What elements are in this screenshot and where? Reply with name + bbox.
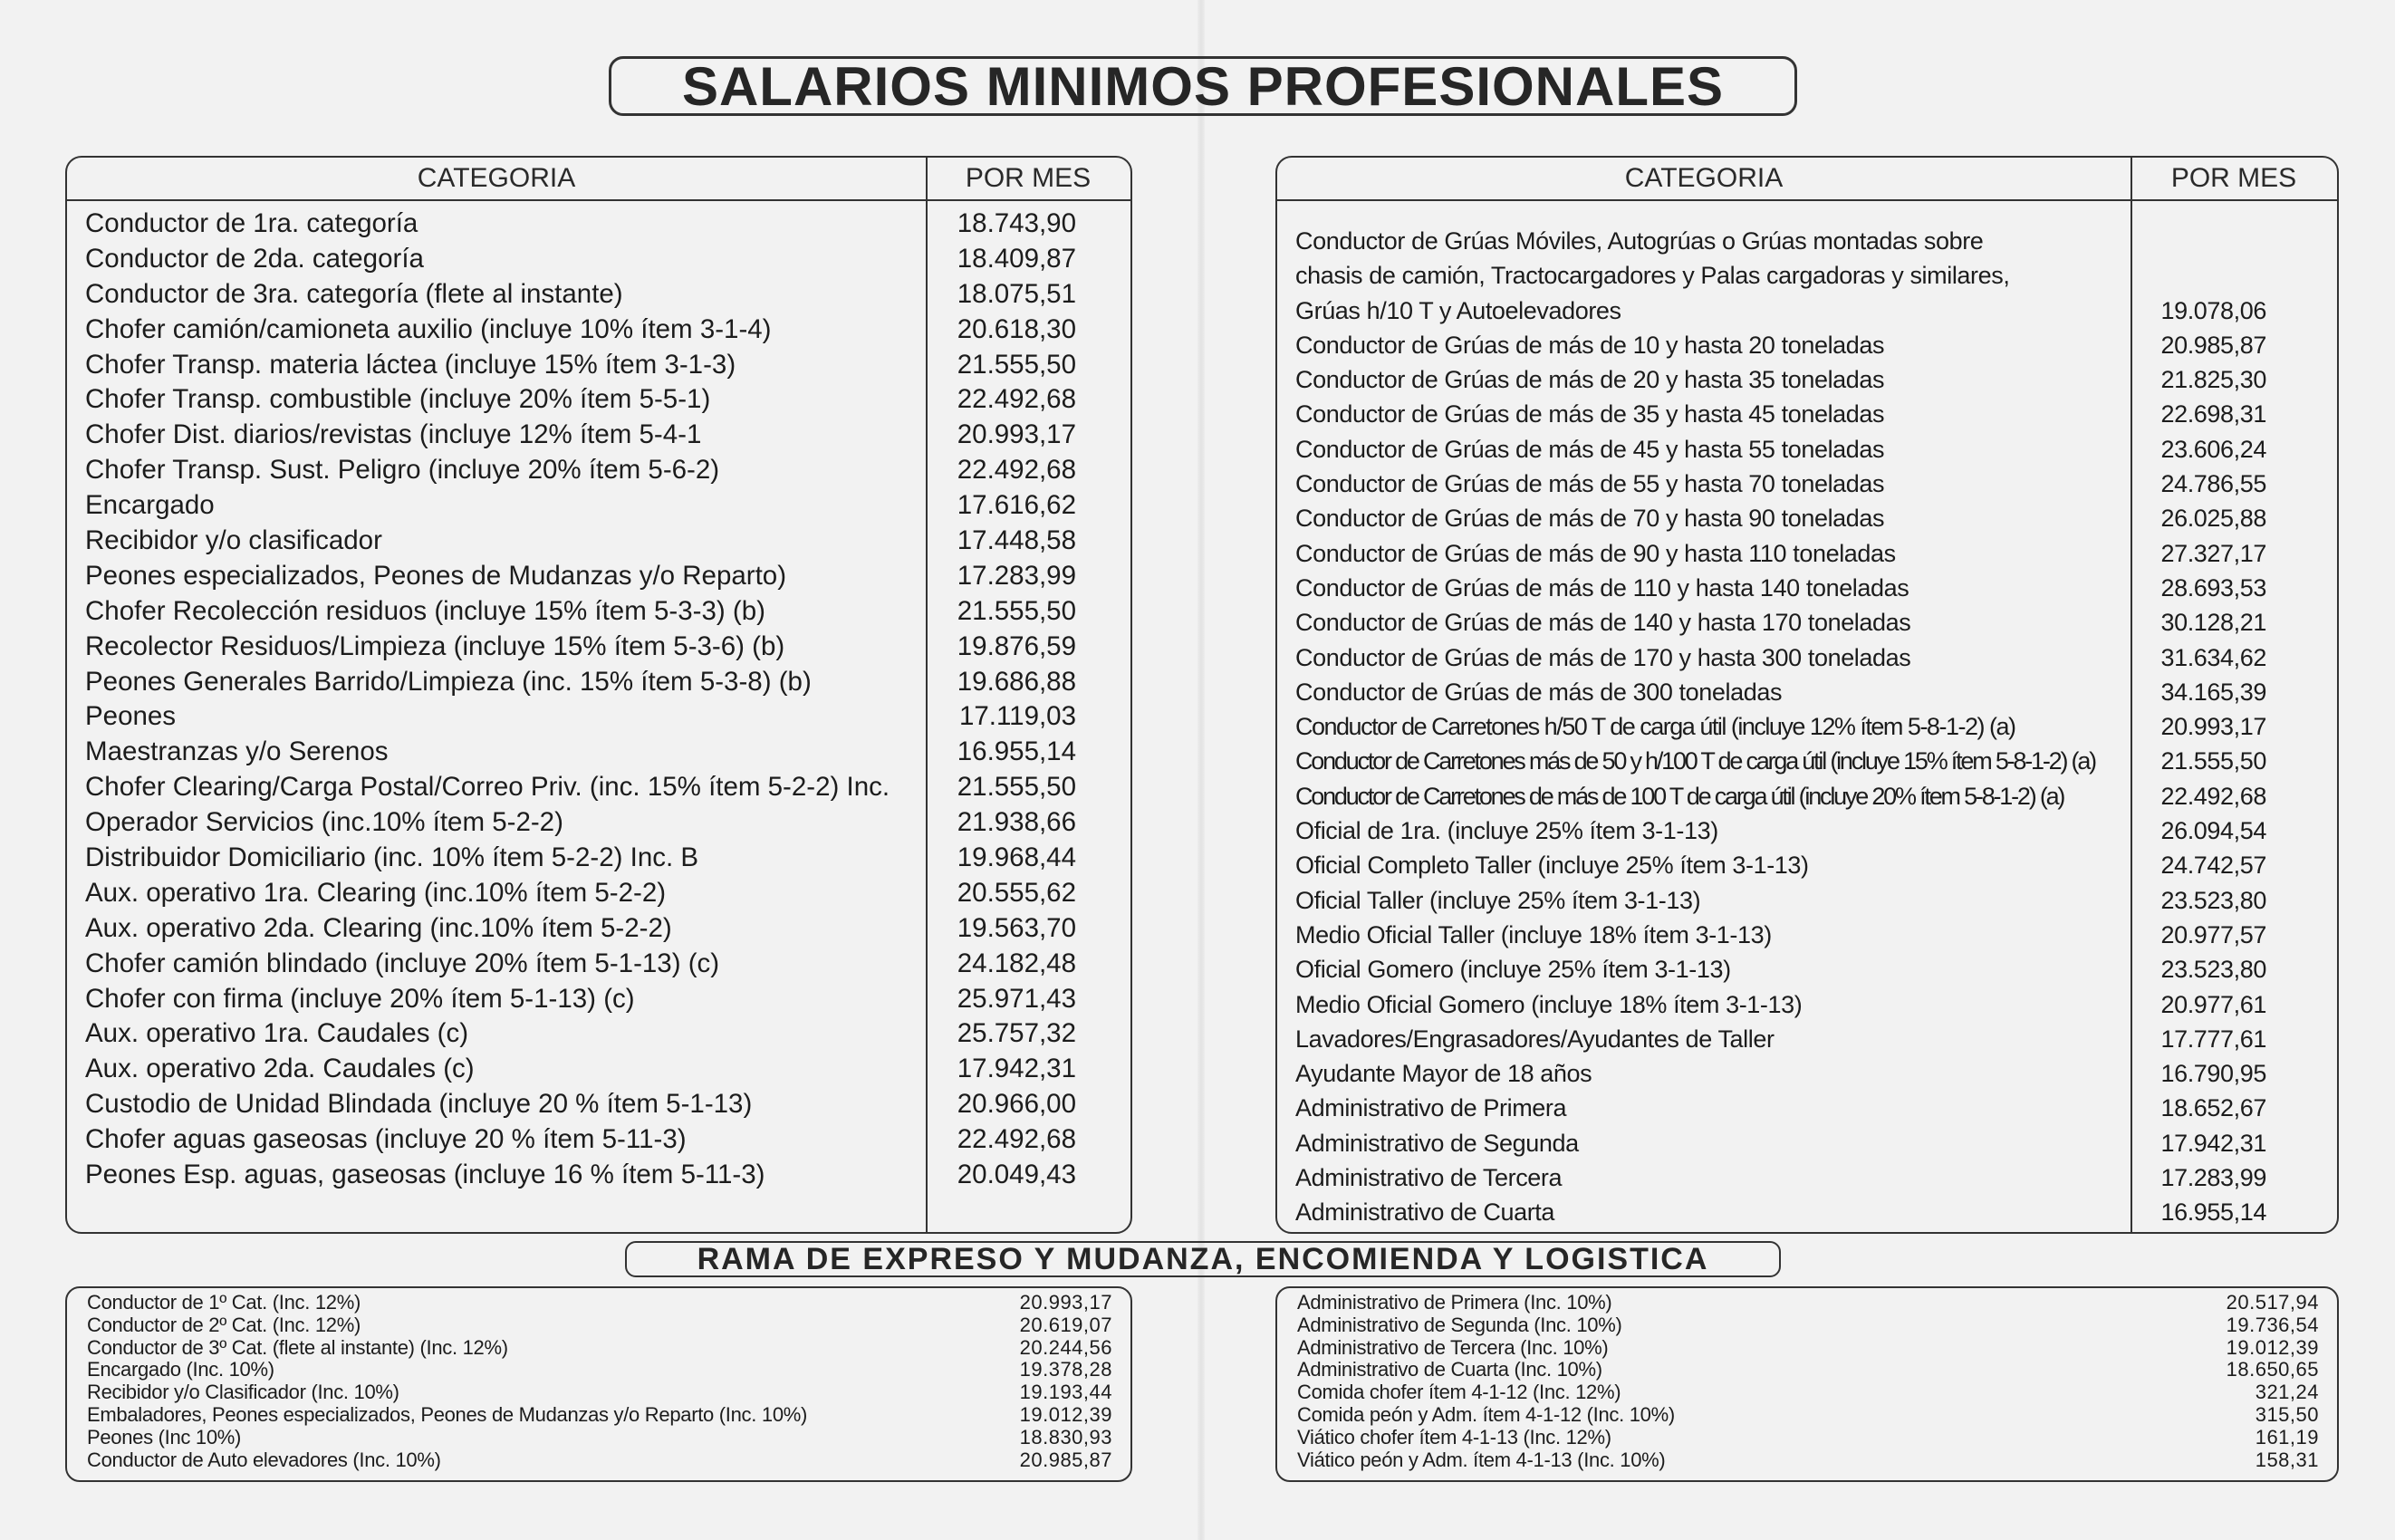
row-label: Comida chofer ítem 4-1-12 (Inc. 12%) xyxy=(1297,1381,1621,1404)
row-value: 23.523,80 xyxy=(2160,886,2266,914)
row-value: 23.606,24 xyxy=(2160,435,2266,463)
table-row xyxy=(1277,501,2337,535)
table-row xyxy=(67,630,1130,665)
table-row xyxy=(1277,1091,2337,1125)
row-label: Encargado (Inc. 10%) xyxy=(87,1358,274,1381)
row-label: Embaladores, Peones especializados, Peones de Mudanzas y/o Reparto (Inc. 10%) xyxy=(87,1402,808,1426)
table-row xyxy=(1277,1427,2337,1449)
row-label: Administrativo de Cuarta (Inc. 10%) xyxy=(1297,1358,1602,1381)
table-row xyxy=(67,313,1130,348)
table-row xyxy=(1277,467,2337,501)
table-row xyxy=(1277,571,2337,605)
table-row xyxy=(1277,675,2337,709)
table-row xyxy=(67,770,1130,805)
row-value: 22.698,31 xyxy=(2160,400,2266,428)
row-label: Peones Generales Barrido/Limpieza (inc. 15% ítem 5-3-8) (b) xyxy=(85,666,812,697)
table-row xyxy=(1277,952,2337,987)
row-label: Ayudante Mayor de 18 años xyxy=(1295,1060,1592,1088)
row-label: Peones especializados, Peones de Mudanzas y/o Reparto) xyxy=(85,560,787,591)
row-label: Medio Oficial Taller (incluye 18% ítem 3-1-13) xyxy=(1295,920,1772,948)
row-label: Conductor de 1º Cat. (Inc. 12%) xyxy=(87,1291,361,1314)
row-value: 21.938,66 xyxy=(957,807,1076,838)
row-label: Chofer camión/camioneta auxilio (incluye 10% ítem 3-1-4) xyxy=(85,313,772,344)
row-value: 22.492,68 xyxy=(2160,782,2266,810)
item-label-line1: Conductor de Grúas Móviles, Autogrúas o Grúas montadas sobre xyxy=(1295,227,1984,255)
row-label: Administrativo de Segunda xyxy=(1295,1129,1579,1157)
table-row xyxy=(1277,1359,2337,1381)
table-row xyxy=(1277,848,2337,882)
row-value: 158,31 xyxy=(2255,1448,2319,1471)
row-value: 20.993,17 xyxy=(1019,1291,1112,1314)
bottom-left-table xyxy=(65,1286,1132,1482)
row-label: Medio Oficial Gomero (incluye 18% ítem 3-1-13) xyxy=(1295,990,1803,1018)
table-row xyxy=(67,841,1130,876)
row-label: Chofer Transp. materia láctea (incluye 15% ítem 3-1-3) xyxy=(85,349,736,380)
row-value: 17.283,99 xyxy=(2160,1164,2266,1192)
row-value: 315,50 xyxy=(2255,1402,2319,1426)
table-row xyxy=(67,207,1130,242)
row-value: 161,19 xyxy=(2255,1425,2319,1449)
row-label: Chofer Clearing/Carga Postal/Correo Priv. (inc. 15% ítem 5-2-2) Inc. xyxy=(85,772,890,803)
row-value: 18.650,65 xyxy=(2226,1358,2319,1381)
row-value: 24.742,57 xyxy=(2160,852,2266,880)
right-salary-table xyxy=(1275,156,2339,1234)
table-row xyxy=(1277,640,2337,675)
row-label: Conductor de Grúas de más de 45 y hasta 55 toneladas xyxy=(1295,435,1885,463)
table-row xyxy=(67,876,1130,911)
row-label: Chofer aguas gaseosas (incluye 20 % ítem 5-11-3) xyxy=(85,1124,687,1155)
table-row xyxy=(67,453,1130,488)
table-row xyxy=(67,1337,1130,1360)
table-row xyxy=(1277,813,2337,848)
row-value: 21.555,50 xyxy=(957,595,1076,626)
table-header xyxy=(67,158,1130,201)
row-label: Lavadores/Engrasadores/Ayudantes de Taller xyxy=(1295,1025,1775,1053)
table-row xyxy=(1277,1314,2337,1337)
row-label: Aux. operativo 1ra. Caudales (c) xyxy=(85,1018,469,1049)
row-value: 20.618,30 xyxy=(957,313,1076,344)
row-value: 19.378,28 xyxy=(1019,1358,1112,1381)
row-label: Oficial Taller (incluye 25% ítem 3-1-13) xyxy=(1295,886,1701,914)
row-label: Chofer Transp. Sust. Peligro (incluye 20% ítem 5-6-2) xyxy=(85,455,720,486)
row-label: Administrativo de Primera (Inc. 10%) xyxy=(1297,1291,1612,1314)
row-value: 16.790,95 xyxy=(2160,1060,2266,1088)
row-value: 20.977,61 xyxy=(2160,990,2266,1018)
row-value: 23.523,80 xyxy=(2160,956,2266,984)
row-label: Chofer Transp. combustible (incluye 20% ítem 5-5-1) xyxy=(85,384,711,415)
row-value: 20.517,94 xyxy=(2226,1291,2319,1314)
table-row xyxy=(1277,362,2337,397)
row-label: Recibidor y/o Clasificador (Inc. 10%) xyxy=(87,1381,399,1404)
row-value: 19.736,54 xyxy=(2226,1313,2319,1336)
header-por-mes: POR MES xyxy=(965,163,1092,193)
row-label: Oficial Gomero (incluye 25% ítem 3-1-13) xyxy=(1295,956,1731,984)
row-value: 18.830,93 xyxy=(1019,1425,1112,1449)
row-label: Conductor de 1ra. categoría xyxy=(85,208,418,238)
row-value: 17.283,99 xyxy=(957,560,1076,591)
row-label: Operador Servicios (inc.10% ítem 5-2-2) xyxy=(85,807,563,838)
row-value: 22.492,68 xyxy=(957,384,1076,415)
row-value: 18.409,87 xyxy=(957,243,1076,274)
row-value: 19.193,44 xyxy=(1019,1381,1112,1404)
row-label: Conductor de Grúas de más de 70 y hasta 90 toneladas xyxy=(1295,505,1885,533)
table-row xyxy=(67,1016,1130,1052)
header-categoria: CATEGORIA xyxy=(417,163,576,193)
header-categoria: CATEGORIA xyxy=(1624,163,1784,193)
table-row xyxy=(1277,432,2337,467)
row-value: 16.955,14 xyxy=(2160,1198,2266,1227)
left-salary-table xyxy=(65,156,1132,1234)
table-row xyxy=(67,418,1130,453)
row-label: Comida peón y Adm. ítem 4-1-12 (Inc. 10%) xyxy=(1297,1402,1675,1426)
row-label: Oficial Completo Taller (incluye 25% ítem 3-1-13) xyxy=(1295,852,1809,880)
table-row xyxy=(67,665,1130,700)
table-row xyxy=(1277,918,2337,952)
bottom-right-table xyxy=(1275,1286,2339,1482)
table-row xyxy=(1277,709,2337,744)
row-label: Conductor de Carretones h/50 T de carga útil (incluye 12% ítem 5-8-1-2) (a) xyxy=(1295,713,2015,741)
row-value: 18.075,51 xyxy=(957,278,1076,309)
table-row xyxy=(1277,1292,2337,1314)
row-value: 321,24 xyxy=(2255,1381,2319,1404)
table-row xyxy=(1277,1195,2337,1229)
table-row xyxy=(1277,1449,2337,1472)
row-value: 21.825,30 xyxy=(2160,366,2266,394)
row-value: 28.693,53 xyxy=(2160,573,2266,602)
row-value: 20.244,56 xyxy=(1019,1335,1112,1359)
row-label: Conductor de 2da. categoría xyxy=(85,243,424,274)
table-row xyxy=(67,277,1130,313)
table-row xyxy=(67,594,1130,630)
row-label: Recibidor y/o clasificador xyxy=(85,525,382,556)
row-label: Aux. operativo 2da. Clearing (inc.10% ítem 5-2-2) xyxy=(85,912,672,943)
row-value: 20.619,07 xyxy=(1019,1313,1112,1336)
row-value: 17.942,31 xyxy=(2160,1129,2266,1157)
table-row xyxy=(67,1359,1130,1381)
row-label: Conductor de Grúas de más de 10 y hasta 20 toneladas xyxy=(1295,331,1885,359)
table-row xyxy=(1277,1337,2337,1360)
table-row xyxy=(1277,328,2337,362)
row-label: Conductor de Grúas de más de 170 y hasta 300 toneladas xyxy=(1295,643,1911,671)
row-label: Conductor de Grúas de más de 300 toneladas xyxy=(1295,678,1783,706)
table-row xyxy=(67,1292,1130,1314)
row-label: Aux. operativo 1ra. Clearing (inc.10% ítem 5-2-2) xyxy=(85,877,667,908)
table-row xyxy=(67,488,1130,524)
table-row xyxy=(1277,1381,2337,1404)
table-row xyxy=(67,911,1130,947)
row-value: 17.777,61 xyxy=(2160,1025,2266,1053)
row-label: Administrativo de Segunda (Inc. 10%) xyxy=(1297,1313,1622,1336)
row-label: Peones (Inc 10%) xyxy=(87,1425,242,1449)
table-row xyxy=(67,735,1130,770)
row-value: 26.025,88 xyxy=(2160,505,2266,533)
row-value: 20.555,62 xyxy=(957,877,1076,908)
row-label: Encargado xyxy=(85,490,215,521)
row-value: 34.165,39 xyxy=(2160,678,2266,706)
right-rows xyxy=(1277,224,2337,1230)
table-row xyxy=(67,348,1130,383)
row-value: 26.094,54 xyxy=(2160,817,2266,845)
table-row xyxy=(67,805,1130,841)
table-row xyxy=(67,1158,1130,1193)
row-label: Conductor de Grúas de más de 20 y hasta 35 toneladas xyxy=(1295,366,1885,394)
row-value: 20.993,17 xyxy=(2160,713,2266,741)
row-value: 17.616,62 xyxy=(957,490,1076,521)
row-label: Administrativo de Cuarta xyxy=(1295,1198,1555,1227)
table-row xyxy=(1277,744,2337,778)
table-row xyxy=(67,242,1130,277)
row-label: Administrativo de Primera xyxy=(1295,1094,1567,1122)
table-row xyxy=(1277,779,2337,813)
row-label: Administrativo de Tercera (Inc. 10%) xyxy=(1297,1335,1609,1359)
row-label: Aux. operativo 2da. Caudales (c) xyxy=(85,1054,475,1084)
row-value: 22.492,68 xyxy=(957,455,1076,486)
row-label: Conductor de Grúas de más de 140 y hasta 170 toneladas xyxy=(1295,609,1911,637)
table-row xyxy=(67,1122,1130,1158)
table-row xyxy=(1277,1126,2337,1160)
row-label: Viático chofer ítem 4-1-13 (Inc. 12%) xyxy=(1297,1425,1611,1449)
left-rows xyxy=(67,207,1130,1193)
table-row xyxy=(1277,397,2337,431)
row-label: Custodio de Unidad Blindada (incluye 20 % ítem 5-1-13) xyxy=(85,1089,753,1120)
row-value: 17.942,31 xyxy=(957,1054,1076,1084)
row-value: 19.012,39 xyxy=(1019,1402,1112,1426)
row-value: 24.786,55 xyxy=(2160,470,2266,498)
row-label: Conductor de Grúas de más de 90 y hasta 110 toneladas xyxy=(1295,539,1896,567)
table-row xyxy=(67,1314,1130,1337)
table-row xyxy=(67,382,1130,418)
table-row xyxy=(1277,605,2337,640)
table-row xyxy=(67,559,1130,594)
row-label: Conductor de Grúas de más de 35 y hasta 45 toneladas xyxy=(1295,400,1885,428)
table-row xyxy=(67,982,1130,1017)
row-label: Conductor de Grúas de más de 55 y hasta 70 toneladas xyxy=(1295,470,1885,498)
row-label: Chofer camión blindado (incluye 20% ítem 5-1-13) (c) xyxy=(85,948,720,978)
row-value: 20.993,17 xyxy=(957,419,1076,450)
row-value: 25.757,32 xyxy=(957,1018,1076,1049)
row-value: 19.012,39 xyxy=(2226,1335,2319,1359)
row-label: Conductor de 2º Cat. (Inc. 12%) xyxy=(87,1313,361,1336)
table-row xyxy=(1277,987,2337,1022)
row-value: 30.128,21 xyxy=(2160,609,2266,637)
table-row xyxy=(1277,1404,2337,1427)
table-row xyxy=(1277,883,2337,918)
table-row xyxy=(67,1052,1130,1087)
row-label: Conductor de Carretones de más de 100 T de carga útil (incluye 20% ítem 5-8-1-2) (a) xyxy=(1295,782,2064,810)
row-value: 17.448,58 xyxy=(957,525,1076,556)
row-value: 31.634,62 xyxy=(2160,643,2266,671)
row-value: 17.119,03 xyxy=(958,701,1076,732)
row-value: 21.555,50 xyxy=(2160,747,2266,775)
table-row xyxy=(1277,1022,2337,1056)
row-value: 18.743,90 xyxy=(957,208,1076,238)
section-subtitle: RAMA DE EXPRESO Y MUDANZA, ENCOMIENDA Y LOGISTICA xyxy=(625,1241,1781,1277)
header-por-mes: POR MES xyxy=(2170,163,2297,193)
row-value: 19.968,44 xyxy=(957,842,1076,873)
row-value: 16.955,14 xyxy=(957,736,1076,767)
row-value: 20.985,87 xyxy=(2160,331,2266,359)
row-value: 20.985,87 xyxy=(1019,1448,1112,1471)
row-label: Administrativo de Tercera xyxy=(1295,1164,1563,1192)
item-label-line3: Grúas h/10 T y Autoelevadores xyxy=(1295,296,1621,324)
row-label: Chofer Dist. diarios/revistas (incluye 12% ítem 5-4-1 xyxy=(85,419,702,450)
row-label: Conductor de Auto elevadores (Inc. 10%) xyxy=(87,1448,441,1471)
row-value: 21.555,50 xyxy=(957,772,1076,803)
row-label: Peones xyxy=(85,701,177,732)
table-row xyxy=(67,1087,1130,1122)
row-label: Recolector Residuos/Limpieza (incluye 15% ítem 5-3-6) (b) xyxy=(85,630,785,661)
table-header xyxy=(1277,158,2337,201)
row-value: 22.492,68 xyxy=(957,1124,1076,1155)
row-label: Maestranzas y/o Serenos xyxy=(85,736,389,767)
table-row xyxy=(67,1381,1130,1404)
row-value: 18.652,67 xyxy=(2160,1094,2266,1122)
page-fold xyxy=(1198,0,1205,1540)
right-rows-list xyxy=(1277,328,2337,1230)
table-row xyxy=(1277,536,2337,571)
table-row xyxy=(67,524,1130,559)
row-value: 27.327,17 xyxy=(2160,539,2266,567)
row-value: 20.977,57 xyxy=(2160,920,2266,948)
row-label: Distribuidor Domiciliario (inc. 10% ítem 5-2-2) Inc. B xyxy=(85,842,699,873)
table-row xyxy=(67,947,1130,982)
row-value: 24.182,48 xyxy=(957,948,1076,978)
row-label: Conductor de Grúas de más de 110 y hasta 140 toneladas xyxy=(1295,573,1909,602)
row-value: 25.971,43 xyxy=(957,983,1076,1014)
row-value: 21.555,50 xyxy=(957,349,1076,380)
table-row xyxy=(67,699,1130,735)
row-value: 20.049,43 xyxy=(957,1160,1076,1190)
row-value: 19.876,59 xyxy=(957,630,1076,661)
bottom-right-rows xyxy=(1277,1292,2337,1471)
table-row xyxy=(67,1404,1130,1427)
row-value: 19.686,88 xyxy=(957,666,1076,697)
page-title: SALARIOS MINIMOS PROFESIONALES xyxy=(609,56,1797,116)
row-value: 19.563,70 xyxy=(957,912,1076,943)
table-row xyxy=(67,1427,1130,1449)
table-row xyxy=(1277,1160,2337,1195)
table-row xyxy=(67,1449,1130,1472)
bottom-left-rows xyxy=(67,1292,1130,1471)
row-label: Conductor de 3ra. categoría (flete al instante) xyxy=(85,278,623,309)
row-label: Conductor de 3º Cat. (flete al instante) (Inc. 12%) xyxy=(87,1335,508,1359)
row-label: Viático peón y Adm. ítem 4-1-13 (Inc. 10%) xyxy=(1297,1448,1666,1471)
row-label: Conductor de Carretones más de 50 y h/100 T de carga útil (incluye 15% ítem 5-8-1-2) (a) xyxy=(1295,747,2095,775)
row-label: Peones Esp. aguas, gaseosas (incluye 16 % ítem 5-11-3) xyxy=(85,1160,765,1190)
row-label: Chofer con firma (incluye 20% ítem 5-1-13) (c) xyxy=(85,983,635,1014)
row-label: Chofer Recolección residuos (incluye 15% ítem 5-3-3) (b) xyxy=(85,595,765,626)
item-label-line2: chasis de camión, Tractocargadores y Palas cargadoras y similares, xyxy=(1295,262,2010,290)
list-item xyxy=(1277,224,2337,328)
table-row xyxy=(1277,1056,2337,1091)
row-value: 20.966,00 xyxy=(957,1089,1076,1120)
row-label: Oficial de 1ra. (incluye 25% ítem 3-1-13) xyxy=(1295,817,1718,845)
item-value: 19.078,06 xyxy=(2160,296,2266,324)
